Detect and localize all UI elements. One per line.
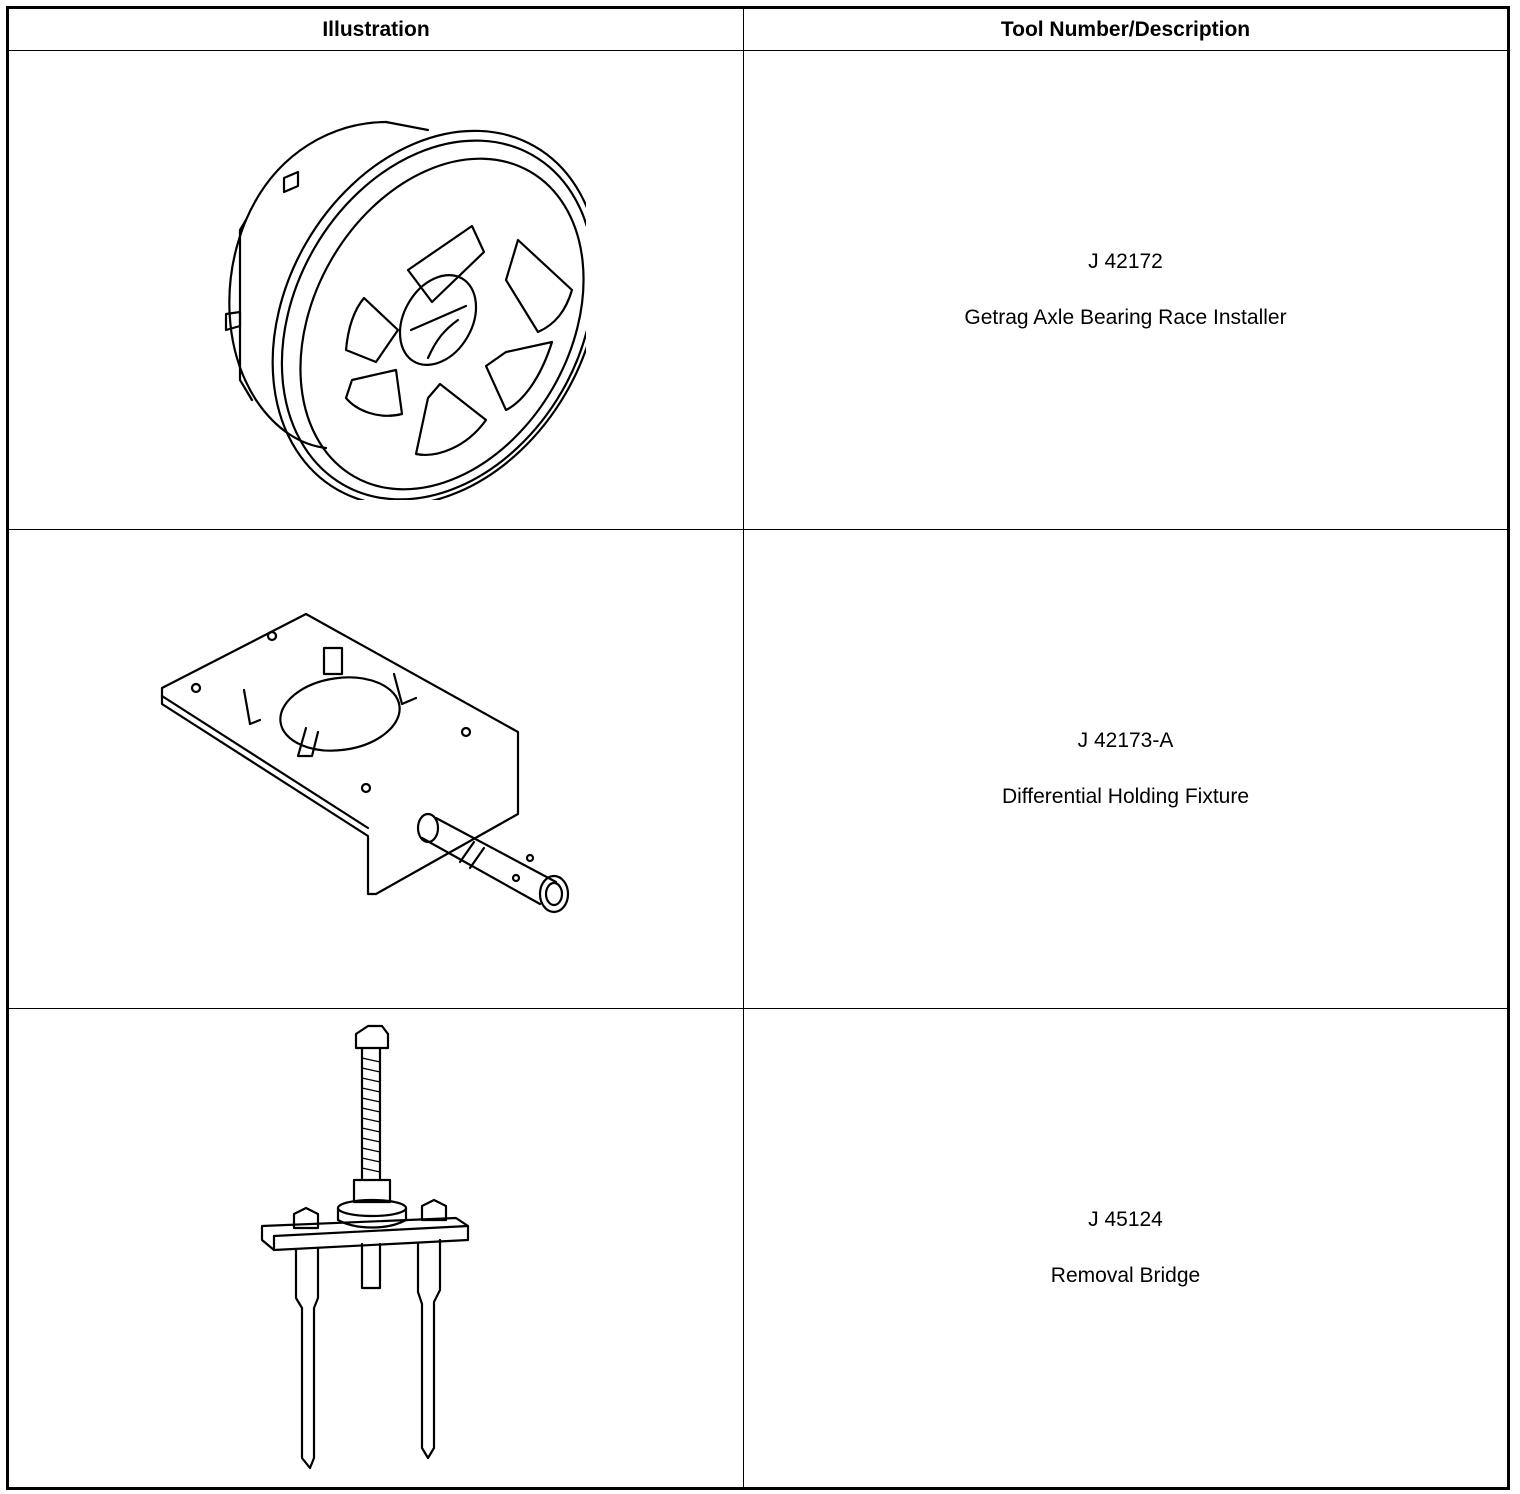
tool-description: Removal Bridge xyxy=(1050,1264,1201,1287)
bearing-race-installer-icon xyxy=(166,80,586,500)
description-cell xyxy=(744,1009,1509,1489)
header-row xyxy=(8,8,1509,51)
table-row xyxy=(8,530,1509,1009)
illustration-cell xyxy=(8,51,744,530)
tool-number: J 45124 xyxy=(1088,1208,1163,1231)
table-row xyxy=(8,1009,1509,1489)
illustration-header: Illustration xyxy=(8,8,744,51)
tool-number: J 42173-A xyxy=(1077,729,1174,752)
tool-description: Differential Holding Fixture xyxy=(1001,785,1250,808)
tool-table xyxy=(6,6,1510,1490)
tool-header: Tool Number/Description xyxy=(744,8,1509,51)
tool-description: Getrag Axle Bearing Race Installer xyxy=(964,306,1287,329)
removal-bridge-icon xyxy=(256,1018,496,1478)
illustration-cell xyxy=(8,530,744,1009)
description-cell xyxy=(744,51,1509,530)
differential-holding-fixture-icon xyxy=(156,604,596,934)
description-cell xyxy=(744,530,1509,1009)
tool-number: J 42172 xyxy=(1088,250,1163,273)
illustration-cell xyxy=(8,1009,744,1489)
table-row xyxy=(8,51,1509,530)
